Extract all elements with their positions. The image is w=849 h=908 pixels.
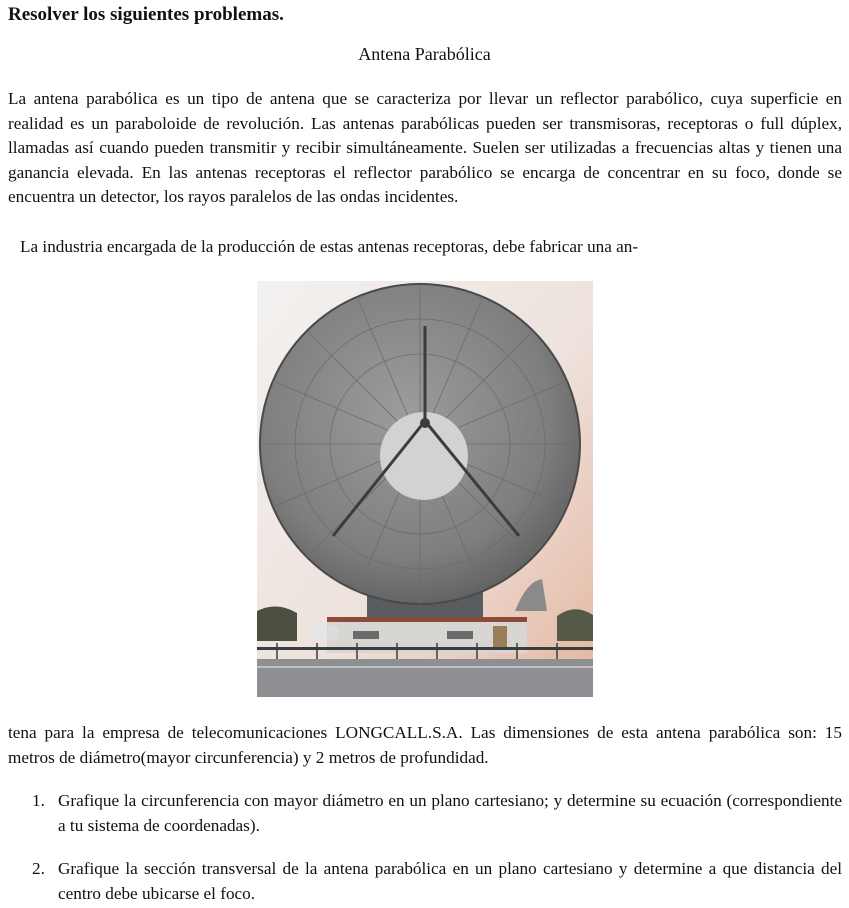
list-item-text: Grafique la sección transversal de la antena parabólica en un plano cartesiano y determine a que distancia del centro debe ubicarse el foco. [58, 859, 842, 903]
list-item-text: Grafique la circunferencia con mayor diámetro en un plano cartesiano; y determine su ecuación (correspondiente a tu sistema de coordenadas). [58, 791, 842, 835]
intro-paragraph: La antena parabólica es un tipo de antena que se caracteriza por llevar un reflector parabólico, cuya superficie en realidad es un paraboloide de revolución. Las antenas parabólicas pueden ser transmisoras, receptoras o full dúplex, llamadas así cuando pueden transmitir y recibir simultáneamente. Suelen ser utilizadas a frecuencias altas y tienen una ganancia elevada. En las antenas receptoras el reflector parabólico se encarga de concentrar en su foco, donde se encuentra un detector, los rayos paralelos de las ondas incidentes. [8, 89, 842, 207]
dimensions-paragraph: tena para la empresa de telecomunicaciones LONGCALL.S.A. Las dimensiones de esta antena parabólica son: 15 metros de diámetro(mayor circunferencia) y 2 metros de profundidad. [8, 723, 842, 767]
heading: Resolver los siguientes problemas. [8, 4, 284, 25]
list-item-number: 2. [32, 859, 45, 878]
parabolic-antenna-photo [257, 281, 593, 697]
list-item-number: 1. [32, 791, 45, 810]
industry-paragraph: La industria encargada de la producción de estas antenas receptoras, debe fabricar una an- [20, 237, 639, 256]
section-title: Antena Parabólica [358, 44, 491, 64]
